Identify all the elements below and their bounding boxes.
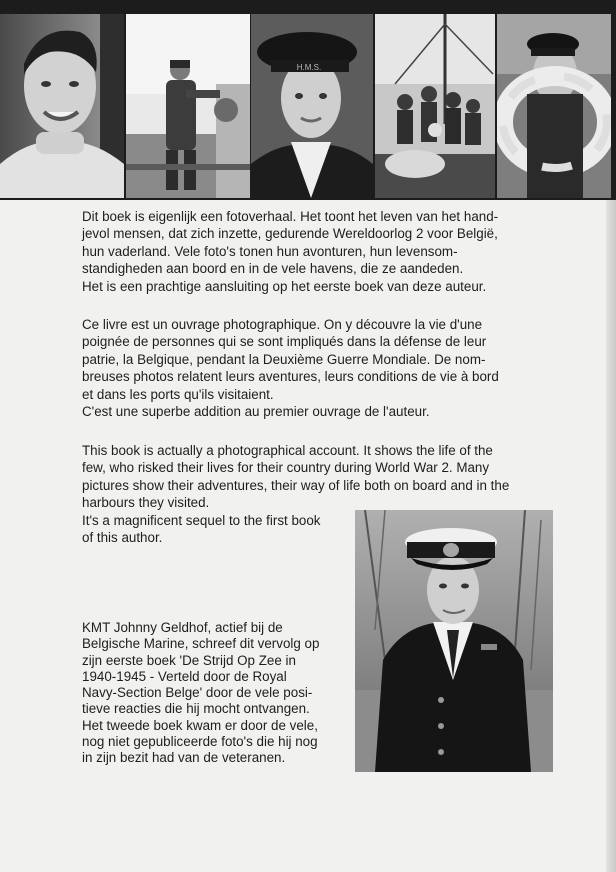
dutch-line: Dit boek is eigenlijk een fotoverhaal. Het toont het leven van het hand- [82,209,499,224]
svg-text:H.M.S.: H.M.S. [296,63,322,72]
dutch-line: hun vaderland. Vele foto's tonen hun avonturen, hun levensom- [82,243,458,259]
french-line: poignée de personnes qui se sont impliqués dans la défense de leur [82,334,487,350]
english-sequel-line: It's a magnificent sequel to the first book [82,513,321,528]
bio-line: nog niet gepubliceerde foto's die hij nog [82,734,318,750]
bio-line: in zijn bezit had van de veteranen. [82,750,286,766]
photo-smiling-sailor [0,14,124,198]
english-line: pictures show their adventures, their way of life both on board and in the [82,477,510,493]
bio-line: tieve reacties die hij mocht ontvangen. [82,701,310,717]
french-line: Ce livre est un ouvrage photographique. On y découvre la vie d'une [82,317,483,332]
author-bio [82,620,348,767]
english-line: This book is actually a photographical account. It shows the life of the [82,443,493,458]
english-line: few, who risked their lives for their country during World War 2. Many [82,460,490,476]
dutch-line: Het is een prachtige aansluiting op het eerste boek van deze auteur. [82,278,487,294]
photo-sailor-in-cap [251,14,373,198]
bio-line: zijn eerste boek 'De Strijd Op Zee in [82,652,296,668]
bio-line: Navy-Section Belge' door de vele posi- [82,685,313,701]
english-line: harbours they visited. [82,495,210,511]
english-sequel-line: of this author. [82,530,163,546]
english-paragraph [82,442,554,512]
bio-line: 1940-1945 - Verteld door de Royal [82,668,287,684]
french-line: et dans les ports qu'ils visitaient. [82,386,274,402]
photo-sailor-with-lifebuoy [497,14,611,198]
french-line: breuses photos relatent leurs aventures, leurs conditions de vie à bord [82,369,499,385]
dutch-paragraph [82,208,554,295]
french-line: patrie, la Belgique, pendant la Deuxième Guerre Mondiale. De nom- [82,351,486,367]
photo-strip [0,0,616,200]
dutch-line: jevol mensen, dat zich inzette, gedurende Wereldoorlog 2 voor België, [82,226,498,242]
photo-crew-on-deck [375,14,495,198]
english-sequel-text [82,512,354,547]
bio-line: Belgische Marine, schreef dit vervolg op [82,636,320,652]
author-portrait-photo [355,510,553,772]
bio-line: Het tweede boek kwam er door de vele, [82,717,318,733]
french-paragraph [82,316,554,420]
dutch-line: standigheden aan boord en in de vele havens, die ze aandeden. [82,261,464,277]
bio-line: KMT Johnny Geldhof, actief bij de [82,620,283,635]
photo-sailor-on-deck [126,14,250,198]
french-line: C'est une superbe addition au premier ouvrage de l'auteur. [82,404,430,420]
